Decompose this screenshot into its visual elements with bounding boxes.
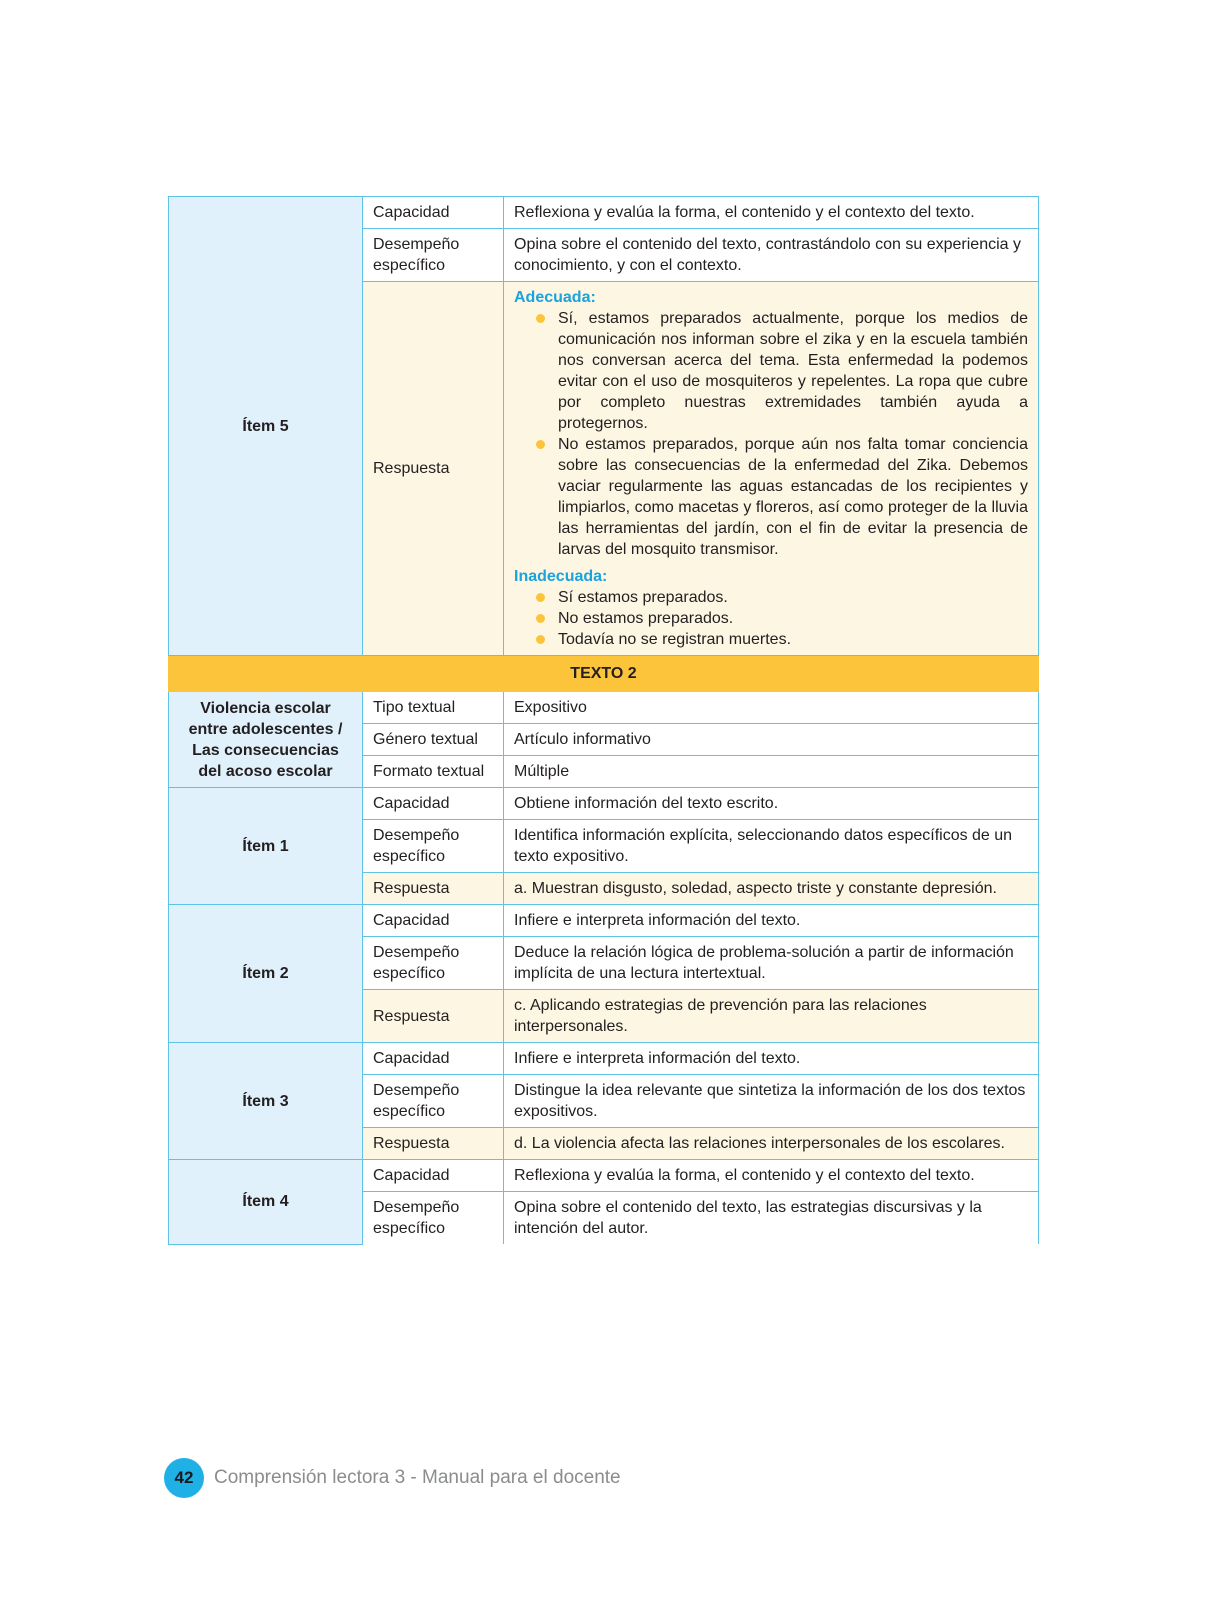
- adecuada-heading: Adecuada:: [514, 289, 596, 306]
- respuesta-label: Respuesta: [363, 282, 504, 656]
- evaluation-table: [168, 196, 1039, 1245]
- list-item: No estamos preparados, porque aún nos falta tomar conciencia sobre las consecuencias de la enfermedad del Zika. Debemos vaciar regularmente las aguas estancadas de los recipientes y limpiarlos, como macetas y floreros, así como proteger de la lluvia las herramientas del jardín, con el fin de evitar la presencia de larvas del mosquito transmisor.: [536, 434, 1028, 560]
- texto2-banner: TEXTO 2: [169, 656, 1039, 692]
- item3-respuesta: d. La violencia afecta las relaciones interpersonales de los escolares.: [504, 1128, 1039, 1160]
- item5-desempeno: Opina sobre el contenido del texto, contrastándolo con su experiencia y conocimiento, y con el contexto.: [504, 229, 1039, 282]
- item3-desempeno: Distingue la idea relevante que sintetiza la información de los dos textos expositivos.: [504, 1075, 1039, 1128]
- item2-title: Ítem 2: [169, 905, 363, 1043]
- item3-capacidad: Infiere e interpreta información del texto.: [504, 1043, 1039, 1075]
- item1-desempeno: Identifica información explícita, seleccionando datos específicos de un texto expositivo.: [504, 820, 1039, 873]
- texto2-genero: Artículo informativo: [504, 724, 1039, 756]
- item5-capacidad: Reflexiona y evalúa la forma, el contenido y el contexto del texto.: [504, 197, 1039, 229]
- respuesta-label: Respuesta: [363, 873, 504, 905]
- list-item: Sí, estamos preparados actualmente, porque los medios de comunicación nos informan sobre el zika y en la escuela también nos conversan acerca del tema. Esta enfermedad la podemos evitar con el uso de mosquiteros y repelentes. La ropa que cubre por completo nuestras extremidades también ayuda a protegernos.: [536, 308, 1028, 434]
- desempeno-label: Desempeño específico: [363, 820, 504, 873]
- item3-capacidad-row: [169, 1043, 1039, 1075]
- capacidad-label: Capacidad: [363, 1043, 504, 1075]
- capacidad-label: Capacidad: [363, 905, 504, 937]
- texto2-tipo: Expositivo: [504, 692, 1039, 724]
- page-footer: [164, 1458, 621, 1498]
- item5-respuesta: [504, 282, 1039, 656]
- item2-desempeno: Deduce la relación lógica de problema-solución a partir de información implícita de una lectura intertextual.: [504, 937, 1039, 990]
- capacidad-label: Capacidad: [363, 1160, 504, 1192]
- item5-capacidad-row: [169, 197, 1039, 229]
- item4-desempeno: Opina sobre el contenido del texto, las estrategias discursivas y la intención del autor.: [504, 1192, 1039, 1245]
- texto2-banner-row: [169, 656, 1039, 692]
- item4-title: Ítem 4: [169, 1160, 363, 1245]
- inadecuada-list: [514, 587, 1028, 650]
- formato-textual-label: Formato textual: [363, 756, 504, 788]
- respuesta-label: Respuesta: [363, 1128, 504, 1160]
- capacidad-label: Capacidad: [363, 197, 504, 229]
- item2-respuesta: c. Aplicando estrategias de prevención para las relaciones interpersonales.: [504, 990, 1039, 1043]
- item2-capacidad: Infiere e interpreta información del texto.: [504, 905, 1039, 937]
- tipo-textual-label: Tipo textual: [363, 692, 504, 724]
- item1-capacidad-row: [169, 788, 1039, 820]
- book-title: Comprensión lectora 3 - Manual para el docente: [214, 1467, 621, 1488]
- desempeno-label: Desempeño específico: [363, 1075, 504, 1128]
- list-item: Todavía no se registran muertes.: [536, 629, 1028, 650]
- item1-title: Ítem 1: [169, 788, 363, 905]
- item1-respuesta: a. Muestran disgusto, soledad, aspecto triste y constante depresión.: [504, 873, 1039, 905]
- item3-title: Ítem 3: [169, 1043, 363, 1160]
- texto2-tipo-row: [169, 692, 1039, 724]
- texto2-formato: Múltiple: [504, 756, 1039, 788]
- item1-capacidad: Obtiene información del texto escrito.: [504, 788, 1039, 820]
- respuesta-label: Respuesta: [363, 990, 504, 1043]
- desempeno-label: Desempeño específico: [363, 229, 504, 282]
- list-item: Sí estamos preparados.: [536, 587, 1028, 608]
- adecuada-list: [514, 308, 1028, 560]
- desempeno-label: Desempeño específico: [363, 937, 504, 990]
- item5-title: Ítem 5: [169, 197, 363, 656]
- texto2-title: Violencia escolar entre adolescentes / Las consecuencias del acoso escolar: [169, 692, 363, 788]
- item2-capacidad-row: [169, 905, 1039, 937]
- genero-textual-label: Género textual: [363, 724, 504, 756]
- item4-capacidad-row: [169, 1160, 1039, 1192]
- desempeno-label: Desempeño específico: [363, 1192, 504, 1245]
- list-item: No estamos preparados.: [536, 608, 1028, 629]
- inadecuada-heading: Inadecuada:: [514, 568, 608, 585]
- capacidad-label: Capacidad: [363, 788, 504, 820]
- page-number: 42: [164, 1458, 204, 1498]
- item4-capacidad: Reflexiona y evalúa la forma, el contenido y el contexto del texto.: [504, 1160, 1039, 1192]
